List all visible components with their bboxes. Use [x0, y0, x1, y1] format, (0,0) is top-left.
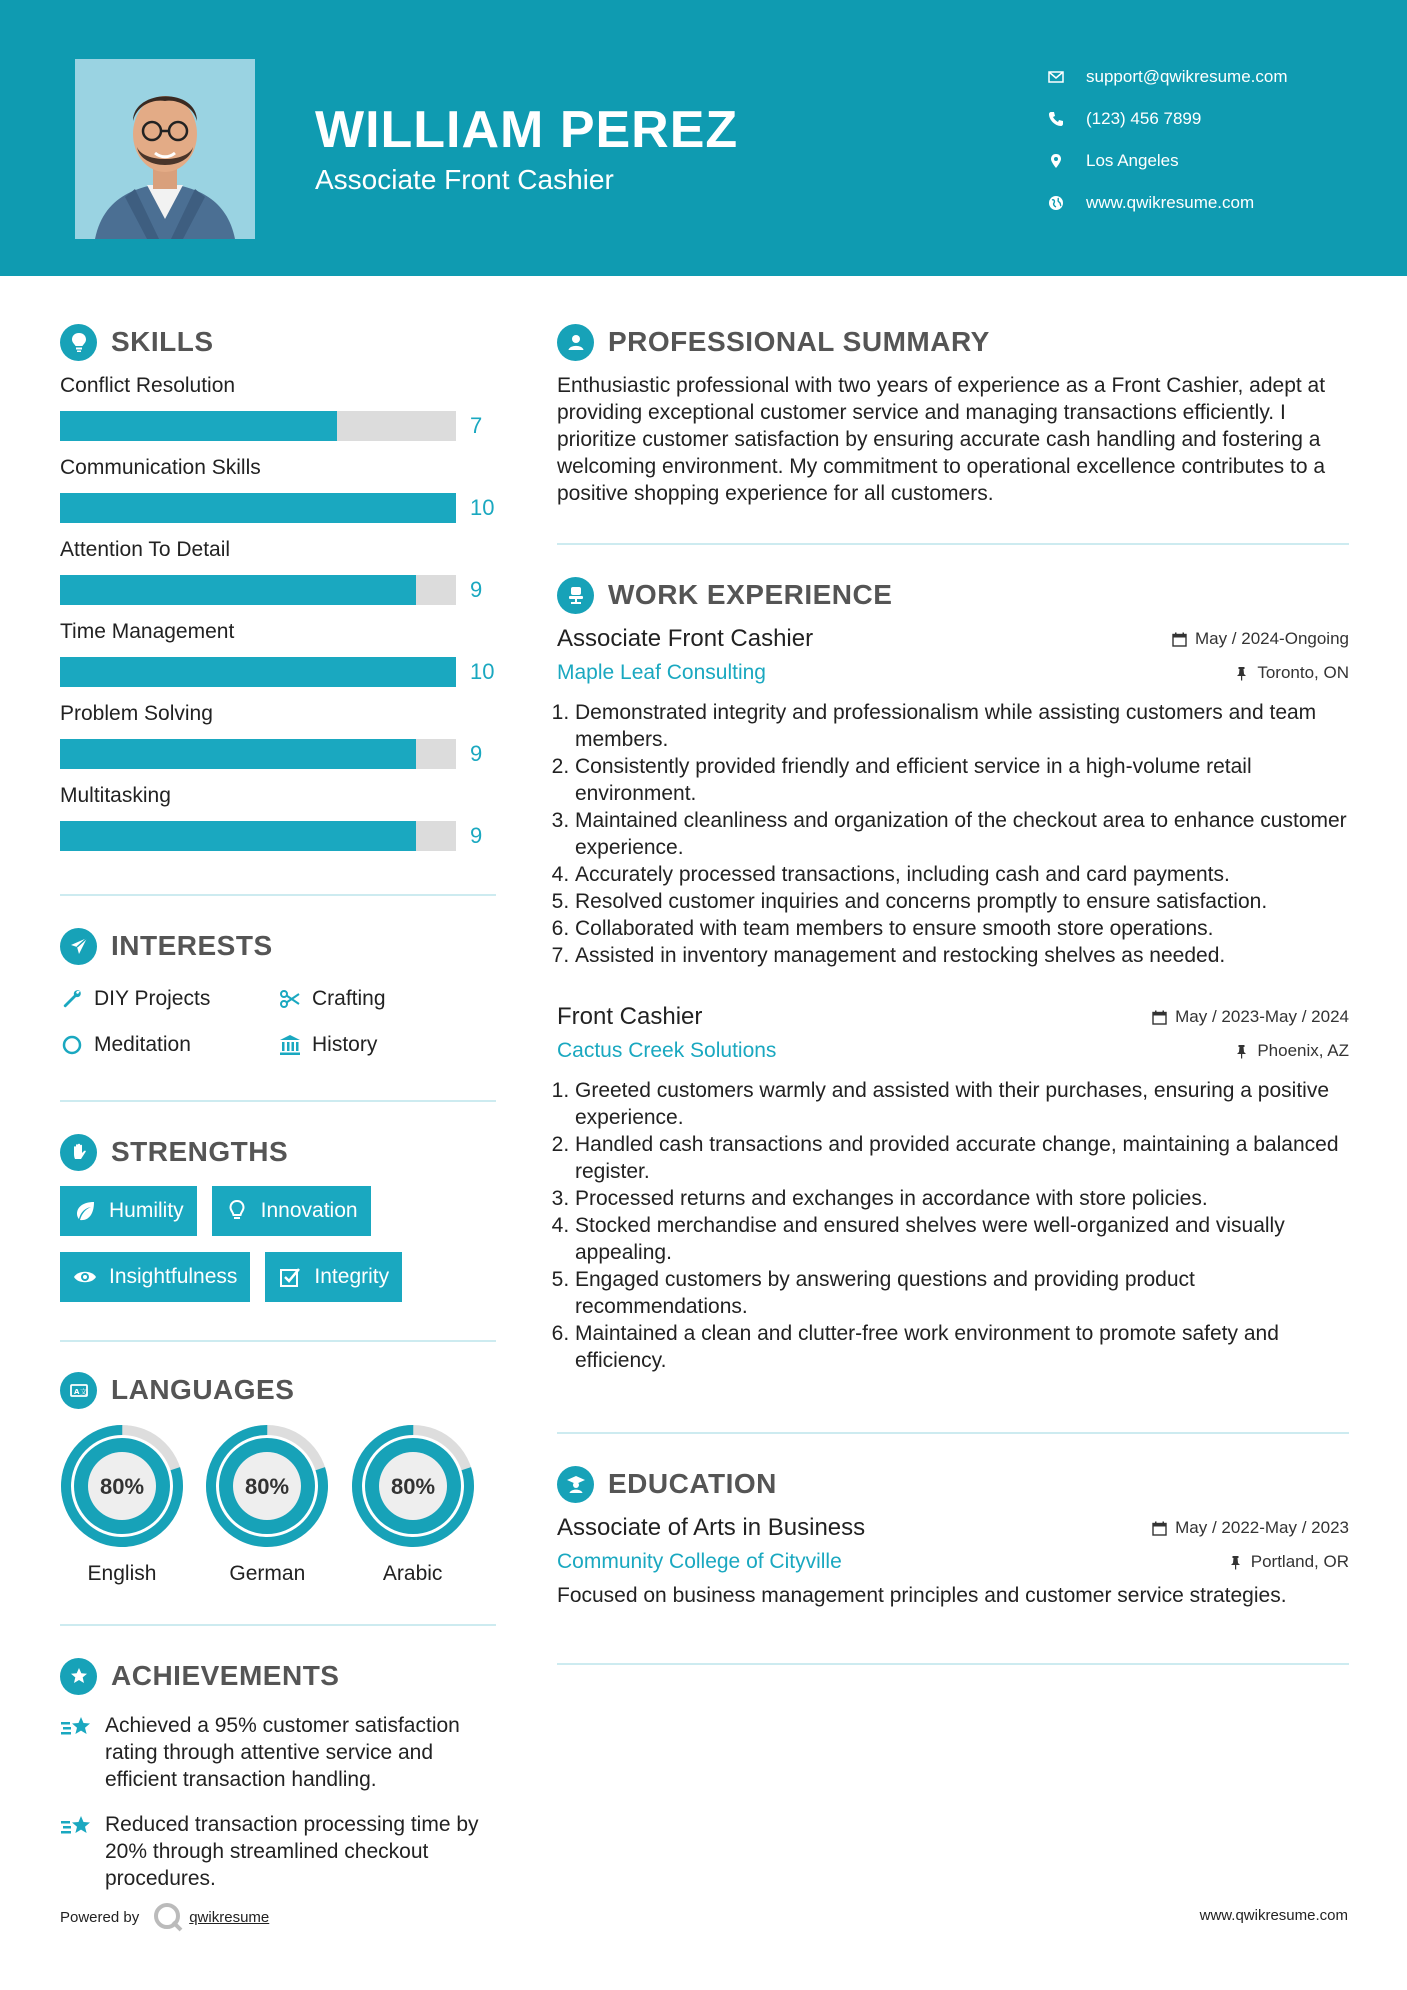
- language-item: [60, 1424, 205, 1586]
- leaf-icon: [73, 1199, 97, 1223]
- skills-heading: [60, 320, 496, 364]
- section-divider: [557, 1663, 1349, 1665]
- job-location-text: Phoenix, AZ: [1257, 1041, 1349, 1060]
- achievements-heading: [60, 1654, 496, 1698]
- languages-heading: [60, 1368, 496, 1412]
- hand-icon: [60, 1134, 97, 1171]
- education-location-text: Portland, OR: [1250, 1552, 1349, 1571]
- achievement-item: [60, 1712, 496, 1793]
- skill-bar-track: [60, 821, 456, 851]
- language-ring: [205, 1424, 329, 1548]
- museum-icon: [278, 1033, 302, 1057]
- language-percent: 80%: [99, 1474, 145, 1499]
- interest-label: Crafting: [312, 987, 386, 1010]
- job-title: Associate Front Cashier: [557, 625, 814, 652]
- section-divider: [60, 1340, 496, 1342]
- language-name: English: [87, 1562, 157, 1585]
- experience-heading: [557, 573, 1349, 617]
- achievement-item: [60, 1811, 496, 1892]
- skill-bar-track: [60, 657, 456, 687]
- user-icon: [557, 324, 594, 361]
- job-date: [1172, 629, 1349, 649]
- interest-label: Meditation: [94, 1033, 191, 1056]
- skill-value: 7: [470, 413, 483, 438]
- footer-powered-by: [60, 1900, 269, 1934]
- footer-website[interactable]: www.qwikresume.com: [1199, 1907, 1348, 1924]
- language-name: Arabic: [382, 1562, 443, 1585]
- duty-item: 7. Assisted in inventory management and restocking shelves as needed.: [575, 942, 1349, 969]
- summary-text: Enthusiastic professional with two years of experience as a Front Cashier, adept at providing exceptional customer service and managing transactions efficiently. I prioritize customer satisfaction by ensuring accurate cash handling and fostering a welcoming environment. My commitment to operational excellence contributes to a positive shopping experience for all customers.: [557, 374, 1326, 505]
- job-location: [1234, 1041, 1349, 1061]
- eye-icon: [73, 1265, 97, 1289]
- qwikresume-logo-icon: [151, 1900, 185, 1934]
- education-heading: [557, 1462, 1349, 1506]
- skill-label: Attention To Detail: [60, 538, 231, 561]
- skill-label: Problem Solving: [60, 702, 213, 725]
- experience-title: WORK EXPERIENCE: [608, 579, 893, 610]
- strength-chip: [60, 1252, 250, 1302]
- skill-bar-fill: [60, 575, 416, 605]
- skill-bar-row: [60, 488, 496, 528]
- strength-chip: [265, 1252, 402, 1302]
- summary-heading: [557, 320, 1349, 364]
- language-percent: 80%: [390, 1474, 435, 1499]
- office-chair-icon: [557, 577, 594, 614]
- job-row-bottom: [557, 1039, 1349, 1063]
- skill-bar-fill: [60, 657, 456, 687]
- interest-item: [60, 976, 278, 1022]
- contact-location: [1048, 140, 1378, 182]
- candidate-title: Associate Front Cashier: [315, 164, 614, 195]
- graduate-icon: [557, 1466, 594, 1503]
- languages-title: LANGUAGES: [111, 1374, 295, 1405]
- section-divider: [557, 1432, 1349, 1434]
- duty-item: 5. Engaged customers by answering questions and providing product recommendations.: [575, 1266, 1349, 1320]
- achievements-title: ACHIEVEMENTS: [111, 1660, 340, 1691]
- profile-photo: [75, 59, 255, 239]
- interests-heading: [60, 924, 496, 968]
- strength-label: Integrity: [314, 1265, 390, 1288]
- language-item: [351, 1424, 496, 1586]
- svg-text:A: A: [73, 1388, 79, 1396]
- contact-phone-text: (123) 456 7899: [1086, 109, 1202, 128]
- achievement-text: Reduced transaction processing time by 20% through streamlined checkout procedures.: [105, 1813, 479, 1890]
- interest-item: [278, 1022, 496, 1068]
- language-icon: [60, 1372, 97, 1409]
- resume-header: [0, 0, 1407, 276]
- languages-list: [60, 1424, 496, 1586]
- achievement-text: Achieved a 95% customer satisfaction rating through attentive service and efficient transaction handling.: [105, 1714, 460, 1791]
- shooting-star-icon: [60, 1714, 94, 1742]
- skill-value: 10: [470, 495, 495, 520]
- svg-text:文: 文: [79, 1388, 87, 1396]
- left-column: [60, 320, 496, 1892]
- candidate-name: WILLIAM PEREZ: [315, 101, 739, 159]
- strength-label: Humility: [109, 1199, 184, 1222]
- education-location: [1228, 1552, 1349, 1572]
- contact-website: [1048, 182, 1378, 224]
- section-divider: [60, 894, 496, 896]
- job-location-text: Toronto, ON: [1257, 663, 1349, 682]
- skill-bar-fill: [60, 493, 456, 523]
- envelope-icon: [1048, 69, 1086, 85]
- right-column: [557, 320, 1349, 1665]
- duty-item: 2. Handled cash transactions and provided accurate change, maintaining a balanced register.: [575, 1131, 1349, 1185]
- skill-value: 9: [470, 823, 483, 848]
- strength-chip: [212, 1186, 371, 1236]
- job-date-text: May / 2023-May / 2024: [1175, 1007, 1349, 1026]
- duty-item: 5. Resolved customer inquiries and concerns promptly to ensure satisfaction.: [575, 888, 1349, 915]
- section-divider: [60, 1100, 496, 1102]
- jobs-list: [557, 625, 1349, 1374]
- strengths-title: STRENGTHS: [111, 1136, 289, 1167]
- duty-item: 6. Maintained a clean and clutter-free work environment to promote safety and efficiency.: [575, 1320, 1349, 1374]
- language-ring: [351, 1424, 475, 1548]
- skill-bar-row: [60, 734, 496, 774]
- strengths-list: [60, 1186, 496, 1318]
- contact-info: [1048, 56, 1378, 224]
- duties-list: [557, 699, 1349, 969]
- contact-phone: [1048, 98, 1378, 140]
- wrench-icon: [60, 987, 84, 1011]
- contact-website-text[interactable]: www.qwikresume.com: [1086, 193, 1255, 212]
- check-square-icon: [278, 1265, 302, 1289]
- education-description: Focused on business management principles and customer service strategies.: [557, 1584, 1287, 1607]
- brand-link[interactable]: qwikresume: [189, 1908, 270, 1926]
- skill-bar-row: [60, 570, 496, 610]
- duty-item: 4. Accurately processed transactions, including cash and card payments.: [575, 861, 1349, 888]
- skill-bar-fill: [60, 821, 416, 851]
- circle-icon: [60, 1033, 84, 1057]
- shooting-star-icon: [60, 1813, 94, 1841]
- interests-title: INTERESTS: [111, 930, 273, 961]
- map-pin-icon: [1048, 153, 1086, 169]
- calendar-icon: [1172, 632, 1187, 647]
- star-badge-icon: [60, 1658, 97, 1695]
- job-row-top: [557, 625, 1349, 653]
- contact-location-text: Los Angeles: [1086, 151, 1179, 170]
- summary-title: PROFESSIONAL SUMMARY: [608, 326, 990, 357]
- interest-label: History: [312, 1033, 378, 1056]
- education-row-top: [557, 1514, 1349, 1542]
- duty-item: 1. Demonstrated integrity and professionalism while assisting customers and team members.: [575, 699, 1349, 753]
- job-entry: [557, 625, 1349, 969]
- school-name: Community College of Cityville: [557, 1550, 842, 1573]
- skill-bar-track: [60, 493, 456, 523]
- skill-label: Time Management: [60, 620, 235, 643]
- skill-value: 10: [470, 659, 495, 684]
- profile-photo-illustration: [75, 59, 255, 239]
- skill-bar-row: [60, 652, 496, 692]
- skill-label: Multitasking: [60, 784, 171, 807]
- duty-item: 2. Consistently provided friendly and efficient service in a high-volume retail environment.: [575, 753, 1349, 807]
- pushpin-icon: [1228, 1555, 1243, 1570]
- skill-label: Conflict Resolution: [60, 374, 236, 397]
- lightbulb-icon: [60, 324, 97, 361]
- education-date-text: May / 2022-May / 2023: [1175, 1518, 1349, 1537]
- interest-label: DIY Projects: [94, 987, 211, 1010]
- strengths-heading: [60, 1130, 496, 1174]
- lightbulb-icon: [225, 1199, 249, 1223]
- skill-bar-fill: [60, 739, 416, 769]
- section-divider: [557, 543, 1349, 545]
- contact-email-text[interactable]: support@qwikresume.com: [1086, 67, 1288, 86]
- duty-item: 4. Stocked merchandise and ensured shelves were well-organized and visually appealing.: [575, 1212, 1349, 1266]
- skills-list: [60, 374, 496, 856]
- job-row-top: [557, 1003, 1349, 1031]
- strength-label: Innovation: [260, 1199, 358, 1222]
- phone-icon: [1048, 111, 1086, 127]
- contact-email: [1048, 56, 1378, 98]
- job-row-bottom: [557, 661, 1349, 685]
- education-row-bottom: [557, 1550, 1349, 1574]
- skill-bar-track: [60, 575, 456, 605]
- duty-item: 3. Processed returns and exchanges in accordance with store policies.: [575, 1185, 1349, 1212]
- skill-label: Communication Skills: [60, 456, 261, 479]
- skill-bar-track: [60, 411, 456, 441]
- powered-by-text: Powered by: [60, 1908, 140, 1926]
- duty-item: 1. Greeted customers warmly and assisted with their purchases, ensuring a positive experience.: [575, 1077, 1349, 1131]
- skill-bar-row: [60, 816, 496, 856]
- job-date: [1152, 1007, 1349, 1027]
- skill-bar-row: [60, 406, 496, 446]
- job-title: Front Cashier: [557, 1003, 703, 1030]
- education-entry: [557, 1514, 1349, 1609]
- duties-list: [557, 1077, 1349, 1374]
- degree-title: Associate of Arts in Business: [557, 1514, 866, 1541]
- language-ring: [60, 1424, 184, 1548]
- education-title: EDUCATION: [608, 1468, 777, 1499]
- section-divider: [60, 1624, 496, 1626]
- job-location: [1234, 663, 1349, 683]
- education-date: [1152, 1518, 1349, 1538]
- strength-label: Insightfulness: [109, 1265, 238, 1288]
- pushpin-icon: [1234, 1044, 1249, 1059]
- company-name: Maple Leaf Consulting: [557, 661, 766, 684]
- duty-item: 6. Collaborated with team members to ensure smooth store operations.: [575, 915, 1349, 942]
- calendar-icon: [1152, 1010, 1167, 1025]
- duty-item: 3. Maintained cleanliness and organization of the checkout area to enhance customer experience.: [575, 807, 1349, 861]
- strength-chip: [60, 1186, 197, 1236]
- paper-plane-icon: [60, 928, 97, 965]
- skills-title: SKILLS: [111, 326, 214, 357]
- job-entry: [557, 1003, 1349, 1374]
- skill-bar-fill: [60, 411, 337, 441]
- language-name: German: [229, 1562, 306, 1585]
- skill-value: 9: [470, 741, 483, 766]
- interests-list: [60, 976, 496, 1068]
- skill-value: 9: [470, 577, 483, 602]
- skill-bar-track: [60, 739, 456, 769]
- pushpin-icon: [1234, 666, 1249, 681]
- job-date-text: May / 2024-Ongoing: [1194, 629, 1349, 648]
- globe-icon: [1048, 195, 1086, 211]
- language-percent: 80%: [245, 1474, 290, 1499]
- scissors-icon: [278, 987, 302, 1011]
- calendar-icon: [1152, 1521, 1167, 1536]
- company-name: Cactus Creek Solutions: [557, 1039, 777, 1062]
- language-item: [205, 1424, 350, 1586]
- interest-item: [278, 976, 496, 1022]
- interest-item: [60, 1022, 278, 1068]
